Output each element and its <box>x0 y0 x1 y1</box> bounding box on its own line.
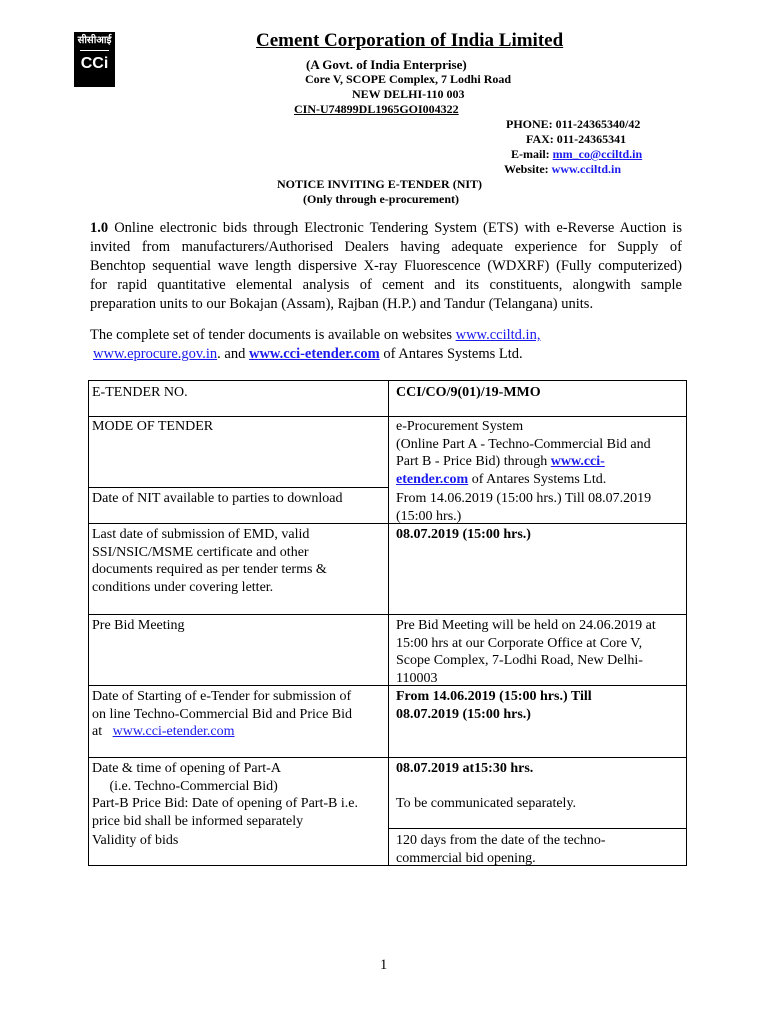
docs-text-mid: . and <box>217 346 249 362</box>
validity-value <box>396 832 686 867</box>
validity-label: Validity of bids <box>92 833 179 848</box>
opening-line-3: Part-B Price Bid: Date of opening of Part-B i.e. <box>92 796 358 811</box>
para-number: 1.0 <box>90 220 109 236</box>
prebid-line-3: Scope Complex, 7-Lodhi Road, New Delhi- <box>396 653 643 668</box>
mode-line-1: e-Procurement System <box>396 419 524 434</box>
email-link[interactable]: mm_co@cciltd.in <box>552 147 643 161</box>
validity-line-1: 120 days from the date of the techno- <box>396 833 606 848</box>
table-border-left <box>88 380 89 866</box>
start-value-line-2: 08.07.2019 (15:00 hrs.) <box>396 706 531 722</box>
etender-no-value: CCI/CO/9(01)/19-MMO <box>396 385 541 400</box>
nit-date-label: Date of NIT available to parties to download <box>92 491 343 506</box>
start-line-2: on line Techno-Commercial Bid and Price Bid <box>92 706 353 722</box>
start-label <box>92 688 386 741</box>
company-name: Cement Corporation of India Limited <box>256 30 564 51</box>
nit-line-2: (15:00 hrs.) <box>396 508 462 524</box>
cci-logo <box>74 32 115 87</box>
start-line-3: at <box>92 724 113 739</box>
emd-line-3: documents required as per tender terms & <box>92 562 327 577</box>
website-link[interactable]: www.cciltd.in <box>551 162 622 176</box>
start-etender-link[interactable]: www.cci-etender.com <box>112 724 235 739</box>
opening-value-part-a: 08.07.2019 at15:30 hrs. <box>396 761 534 776</box>
notice-title: NOTICE INVITING E-TENDER (NIT) <box>277 177 483 191</box>
enterprise-line: (A Govt. of India Enterprise) <box>306 57 467 72</box>
start-line-1: Date of Starting of e-Tender for submission of <box>92 689 352 704</box>
table-row-divider <box>88 416 687 417</box>
logo-hindi-text: सीसीआई <box>77 35 112 46</box>
opening-value-part-b: To be communicated separately. <box>396 796 577 811</box>
opening-line-2: (i.e. Techno-Commercial Bid) <box>92 778 278 794</box>
opening-line-1: Date & time of opening of Part-A <box>92 761 281 776</box>
para-line-4: for rapid quantitative elemental analysis of cement and its constituents, alongwith sample <box>90 277 682 293</box>
docs-text-start: The complete set of tender documents is available on websites <box>90 327 456 343</box>
table-row-divider <box>388 828 687 829</box>
table-row-divider <box>88 487 389 488</box>
logo-divider <box>80 50 109 51</box>
website-line <box>504 162 621 177</box>
website-label: Website: <box>504 162 552 176</box>
phone: PHONE: 011-24365340/42 <box>506 117 641 131</box>
table-border-right <box>686 380 687 866</box>
prebid-line-1: Pre Bid Meeting will be held on 24.06.2019 at <box>396 618 656 633</box>
mode-line-end: of Antares Systems Ltd. <box>468 471 607 487</box>
mode-of-tender-value <box>396 418 686 488</box>
docs-text-end: of Antares Systems Ltd. <box>379 346 523 362</box>
prebid-line-2: 15:00 hrs at our Corporate Office at Core V, <box>396 635 643 651</box>
etender-no-label: E-TENDER NO. <box>92 385 188 400</box>
start-value-line-1: From 14.06.2019 (15:00 hrs.) Till <box>396 689 592 704</box>
tender-details-table <box>88 380 688 866</box>
cciltd-link[interactable]: www.cciltd.in, <box>455 327 541 343</box>
validity-line-2: commercial bid opening. <box>396 850 536 866</box>
fax: FAX: 011-24365341 <box>526 132 627 146</box>
emd-value: 08.07.2019 (15:00 hrs.) <box>396 527 531 542</box>
page-number: 1 <box>380 957 388 973</box>
address-line-1: Core V, SCOPE Complex, 7 Lodhi Road <box>305 72 512 86</box>
cin-number: CIN-U74899DL1965GOI004322 <box>294 102 459 116</box>
mode-line-3: Part B - Price Bid) through <box>396 454 551 469</box>
para-line-2: invited from manufacturers/Authorised Dealers having adequate experience for Supply of <box>90 239 682 255</box>
email-line <box>511 147 642 162</box>
para-line-5: preparation units to our Bokajan (Assam), Rajban (H.P.) and Tandur (Telangana) units. <box>90 296 594 312</box>
mode-link-part-a[interactable]: www.cci- <box>550 454 605 469</box>
mode-link-part-b[interactable]: etender.com <box>396 471 469 487</box>
emd-line-1: Last date of submission of EMD, valid <box>92 527 310 542</box>
notice-subtitle: (Only through e-procurement) <box>303 192 459 206</box>
nit-date-value <box>396 490 686 525</box>
para-line-1: Online electronic bids through Electronic Tendering System (ETS) with e-Reverse Auction is <box>114 220 683 236</box>
address-line-2: NEW DELHI-110 003 <box>352 87 465 101</box>
mode-of-tender-label: MODE OF TENDER <box>92 419 214 434</box>
prebid-value <box>396 617 686 687</box>
cci-etender-link[interactable]: www.cci-etender.com <box>248 346 380 362</box>
start-value <box>396 688 686 723</box>
prebid-line-4: 110003 <box>396 670 438 686</box>
email-label: E-mail: <box>511 147 553 161</box>
emd-line-2: SSI/NSIC/MSME certificate and other <box>92 544 309 560</box>
mode-line-2: (Online Part A - Techno-Commercial Bid and <box>396 436 651 452</box>
emd-label <box>92 526 384 596</box>
table-column-divider <box>388 380 389 866</box>
documents-paragraph <box>90 326 690 364</box>
emd-line-4: conditions under covering letter. <box>92 579 274 595</box>
logo-brand-text: CCi <box>80 55 109 72</box>
para-line-3: Benchtop sequential wave length dispersive X-ray Fluorescence (WDXRF) (Fully computerized) <box>90 258 682 274</box>
intro-paragraph <box>90 219 682 314</box>
nit-line-1: From 14.06.2019 (15:00 hrs.) Till 08.07.2019 <box>396 491 652 506</box>
opening-line-4: price bid shall be informed separately <box>92 813 304 829</box>
table-row-divider <box>88 757 687 758</box>
opening-label <box>92 760 386 830</box>
table-row-divider <box>88 614 687 615</box>
eprocure-link[interactable]: www.eprocure.gov.in <box>93 346 218 362</box>
prebid-label: Pre Bid Meeting <box>92 618 185 633</box>
